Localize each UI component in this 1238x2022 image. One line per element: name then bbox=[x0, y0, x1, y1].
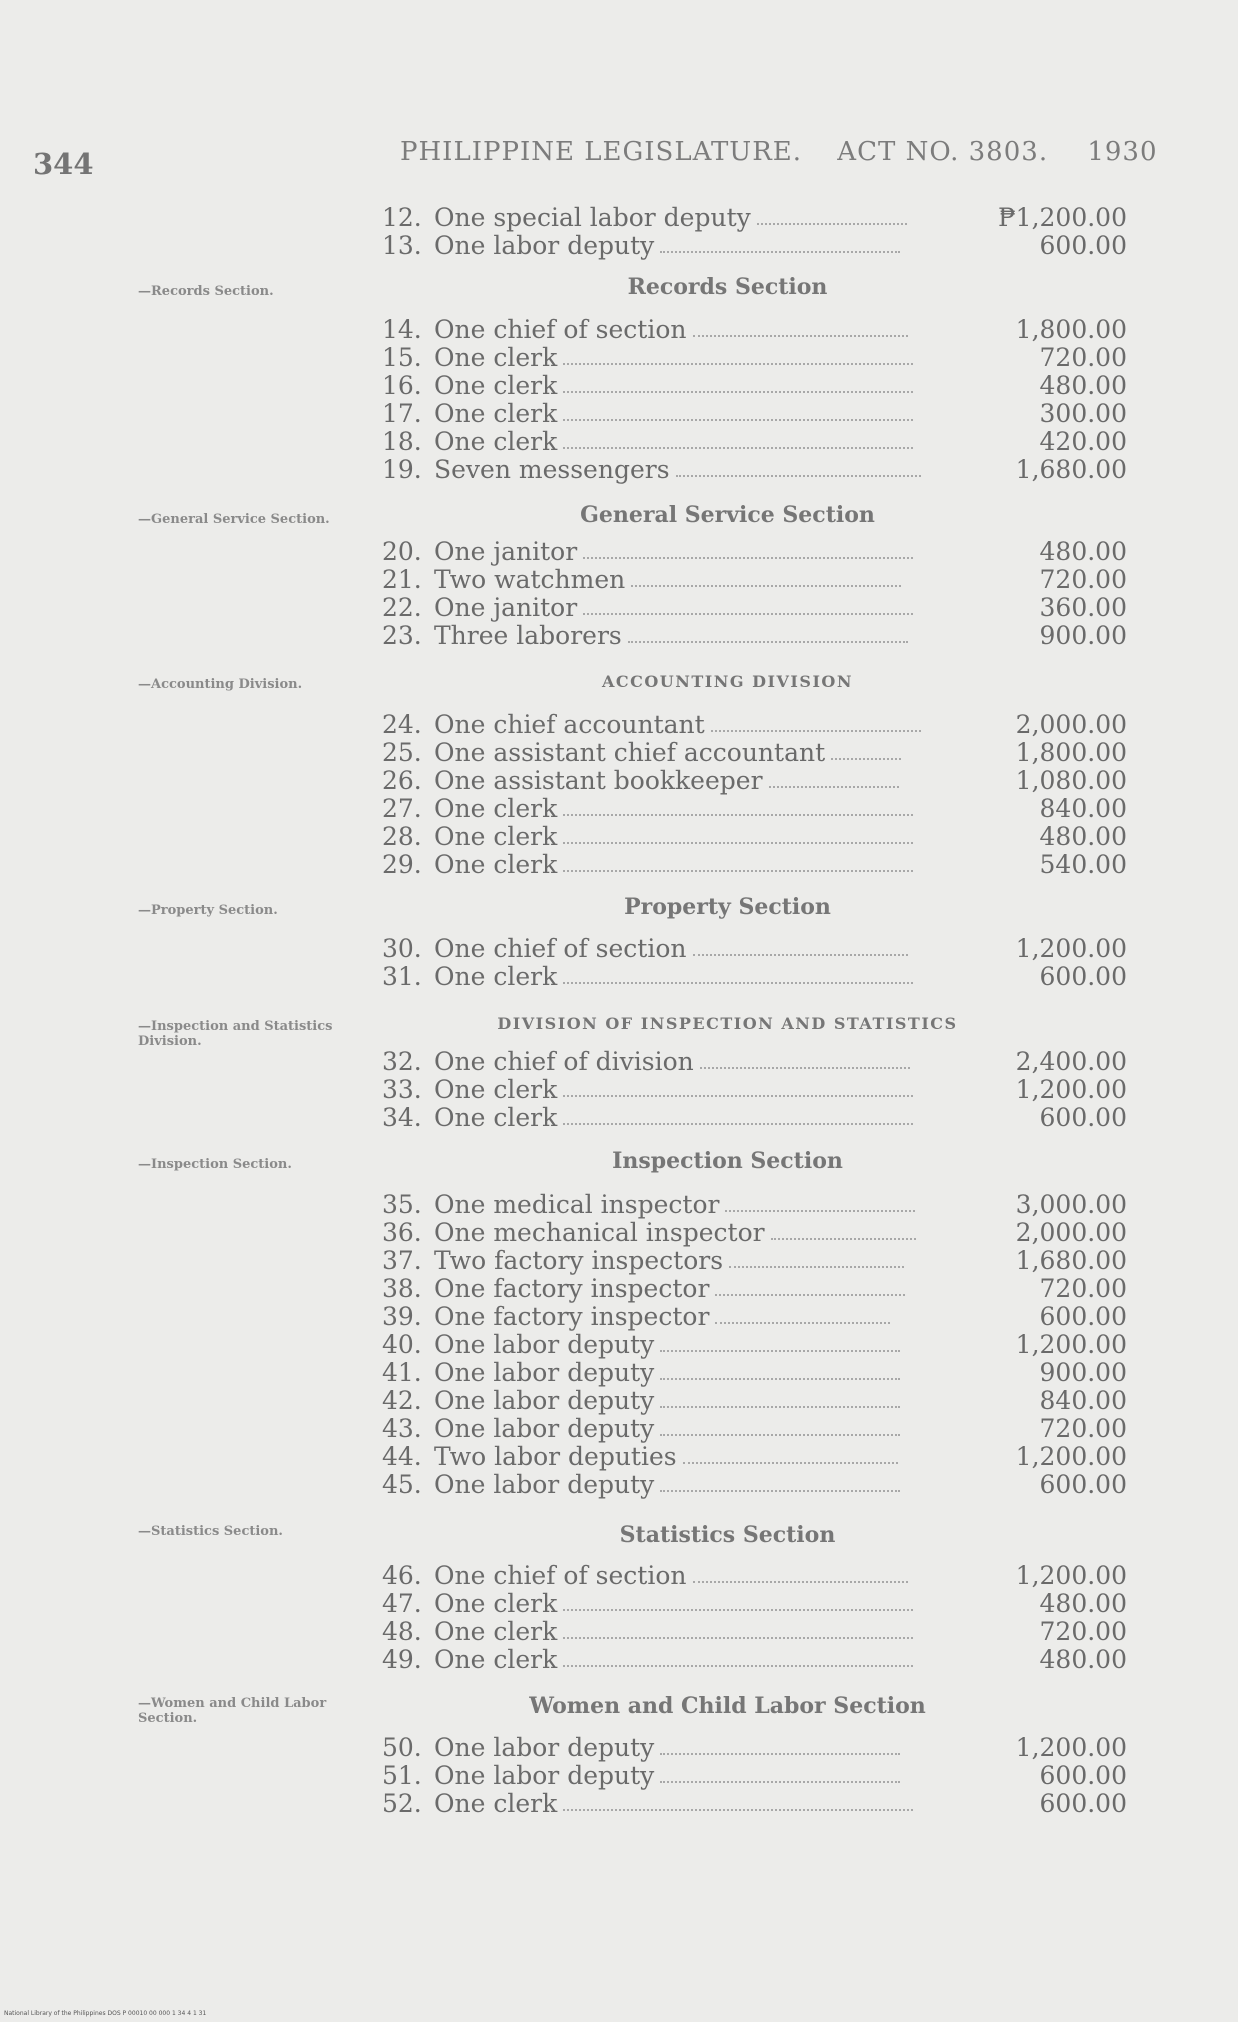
item-description: One clerk bbox=[434, 1103, 558, 1132]
item-description: Two watchmen bbox=[434, 565, 626, 594]
item-amount: 840.00 bbox=[1039, 794, 1127, 823]
margin-note: —Statistics Section. bbox=[138, 1524, 283, 1539]
dot-leader bbox=[693, 334, 908, 337]
list-item bbox=[382, 371, 1127, 399]
dot-leader bbox=[771, 1237, 916, 1240]
list-item bbox=[382, 1761, 1127, 1789]
item-number: 44. bbox=[382, 1442, 422, 1471]
item-amount: 720.00 bbox=[1039, 565, 1127, 594]
dot-leader bbox=[563, 981, 913, 984]
item-description: One clerk bbox=[434, 1645, 558, 1674]
section-heading: Inspection Section bbox=[612, 1148, 843, 1174]
item-amount: 2,000.00 bbox=[1015, 1218, 1127, 1247]
item-description: Two factory inspectors bbox=[434, 1246, 724, 1275]
section-heading: ACCOUNTING DIVISION bbox=[601, 672, 853, 691]
item-amount: 720.00 bbox=[1039, 1414, 1127, 1443]
item-description: One clerk bbox=[434, 371, 558, 400]
item-number: 28. bbox=[382, 822, 422, 851]
dot-leader bbox=[660, 1752, 900, 1755]
item-description: One labor deputy bbox=[434, 1414, 655, 1443]
item-number: 36. bbox=[382, 1218, 422, 1247]
item-number: 51. bbox=[382, 1761, 422, 1790]
item-description: One factory inspector bbox=[434, 1274, 710, 1303]
dot-leader bbox=[711, 729, 921, 732]
item-amount: 480.00 bbox=[1039, 537, 1127, 566]
margin-note: —Property Section. bbox=[138, 903, 278, 918]
item-number: 30. bbox=[382, 934, 422, 963]
item-number: 19. bbox=[382, 455, 422, 484]
item-description: Two labor deputies bbox=[434, 1442, 677, 1471]
item-amount: 1,800.00 bbox=[1015, 315, 1127, 344]
item-number: 48. bbox=[382, 1617, 422, 1646]
item-amount: ₱1,200.00 bbox=[998, 203, 1127, 232]
dot-leader bbox=[563, 1636, 913, 1639]
list-item bbox=[382, 1274, 1127, 1302]
running-head-title: PHILIPPINE LEGISLATURE. bbox=[400, 137, 803, 167]
item-description: One chief accountant bbox=[434, 710, 705, 739]
item-number: 15. bbox=[382, 343, 422, 372]
dot-leader bbox=[563, 841, 913, 844]
item-number: 43. bbox=[382, 1414, 422, 1443]
list-item bbox=[382, 537, 1127, 565]
item-number: 35. bbox=[382, 1190, 422, 1219]
list-item bbox=[382, 1047, 1127, 1075]
item-amount: 1,080.00 bbox=[1015, 766, 1127, 795]
item-number: 18. bbox=[382, 427, 422, 456]
item-amount: 3,000.00 bbox=[1015, 1190, 1127, 1219]
item-number: 38. bbox=[382, 1274, 422, 1303]
item-number: 37. bbox=[382, 1246, 422, 1275]
item-description: One clerk bbox=[434, 850, 558, 879]
item-description: One labor deputy bbox=[434, 1358, 655, 1387]
list-item bbox=[382, 1358, 1127, 1386]
item-description: One chief of section bbox=[434, 315, 687, 344]
item-amount: 600.00 bbox=[1039, 1302, 1127, 1331]
item-number: 52. bbox=[382, 1789, 422, 1818]
dot-leader bbox=[563, 390, 913, 393]
dot-leader bbox=[660, 1780, 900, 1783]
dot-leader bbox=[715, 1321, 890, 1324]
item-amount: 480.00 bbox=[1039, 371, 1127, 400]
dot-leader bbox=[660, 1405, 900, 1408]
item-amount: 600.00 bbox=[1039, 1103, 1127, 1132]
dot-leader bbox=[563, 1608, 913, 1611]
item-number: 40. bbox=[382, 1330, 422, 1359]
list-item bbox=[382, 1075, 1127, 1103]
item-number: 22. bbox=[382, 593, 422, 622]
dot-leader bbox=[729, 1265, 904, 1268]
item-description: One special labor deputy bbox=[434, 203, 751, 232]
section-heading: Women and Child Labor Section bbox=[529, 1693, 926, 1719]
item-amount: 480.00 bbox=[1039, 1589, 1127, 1618]
item-number: 34. bbox=[382, 1103, 422, 1132]
dot-leader bbox=[660, 1489, 900, 1492]
item-amount: 840.00 bbox=[1039, 1386, 1127, 1415]
list-item bbox=[382, 231, 1127, 259]
item-number: 16. bbox=[382, 371, 422, 400]
item-description: One labor deputy bbox=[434, 1761, 655, 1790]
dot-leader bbox=[660, 250, 900, 253]
list-item bbox=[382, 399, 1127, 427]
item-amount: 720.00 bbox=[1039, 1617, 1127, 1646]
item-description: One mechanical inspector bbox=[434, 1218, 765, 1247]
running-head bbox=[400, 137, 1158, 167]
item-amount: 600.00 bbox=[1039, 1470, 1127, 1499]
dot-leader bbox=[563, 362, 913, 365]
item-description: One labor deputy bbox=[434, 1733, 655, 1762]
list-item bbox=[382, 962, 1127, 990]
item-number: 29. bbox=[382, 850, 422, 879]
item-description: One chief of division bbox=[434, 1047, 694, 1076]
dot-leader bbox=[563, 813, 913, 816]
item-description: One clerk bbox=[434, 822, 558, 851]
item-number: 26. bbox=[382, 766, 422, 795]
item-amount: 1,200.00 bbox=[1015, 1442, 1127, 1471]
item-description: One clerk bbox=[434, 1789, 558, 1818]
item-amount: 1,680.00 bbox=[1015, 455, 1127, 484]
list-item bbox=[382, 1218, 1127, 1246]
item-description: One clerk bbox=[434, 1075, 558, 1104]
dot-leader bbox=[676, 474, 921, 477]
list-item bbox=[382, 794, 1127, 822]
item-number: 20. bbox=[382, 537, 422, 566]
list-item bbox=[382, 1561, 1127, 1589]
item-description: One clerk bbox=[434, 343, 558, 372]
list-item bbox=[382, 455, 1127, 483]
item-number: 45. bbox=[382, 1470, 422, 1499]
item-description: One medical inspector bbox=[434, 1190, 720, 1219]
item-number: 23. bbox=[382, 621, 422, 650]
dot-leader bbox=[693, 1580, 908, 1583]
item-description: Three laborers bbox=[434, 621, 622, 650]
list-item bbox=[382, 1190, 1127, 1218]
section-heading: Records Section bbox=[627, 274, 828, 300]
list-item bbox=[382, 427, 1127, 455]
item-number: 32. bbox=[382, 1047, 422, 1076]
item-amount: 600.00 bbox=[1039, 231, 1127, 260]
list-item bbox=[382, 593, 1127, 621]
item-description: One labor deputy bbox=[434, 1470, 655, 1499]
section-heading: DIVISION OF INSPECTION AND STATISTICS bbox=[497, 1014, 958, 1033]
dot-leader bbox=[583, 612, 913, 615]
item-amount: 1,200.00 bbox=[1015, 1330, 1127, 1359]
item-number: 47. bbox=[382, 1589, 422, 1618]
item-number: 46. bbox=[382, 1561, 422, 1590]
list-item bbox=[382, 565, 1127, 593]
item-description: One chief of section bbox=[434, 1561, 687, 1590]
scan-footer: National Library of the Philippines DOS P 00010 00 000 1 34 4 1 31 bbox=[4, 2010, 207, 2017]
dot-leader bbox=[563, 1122, 913, 1125]
margin-note: —Inspection and Statistics Division. bbox=[138, 1019, 333, 1049]
list-item bbox=[382, 738, 1127, 766]
dot-leader bbox=[583, 556, 913, 559]
item-description: One chief of section bbox=[434, 934, 687, 963]
item-description: One labor deputy bbox=[434, 1386, 655, 1415]
list-item bbox=[382, 315, 1127, 343]
item-amount: 1,680.00 bbox=[1015, 1246, 1127, 1275]
list-item bbox=[382, 1302, 1127, 1330]
item-number: 13. bbox=[382, 231, 422, 260]
item-description: One assistant bookkeeper bbox=[434, 766, 763, 795]
dot-leader bbox=[725, 1209, 915, 1212]
item-description: One clerk bbox=[434, 399, 558, 428]
item-number: 49. bbox=[382, 1645, 422, 1674]
item-description: Seven messengers bbox=[434, 455, 670, 484]
dot-leader bbox=[660, 1349, 900, 1352]
item-description: One clerk bbox=[434, 962, 558, 991]
item-description: One clerk bbox=[434, 427, 558, 456]
item-amount: 1,200.00 bbox=[1015, 1561, 1127, 1590]
item-amount: 900.00 bbox=[1039, 621, 1127, 650]
dot-leader bbox=[563, 1664, 913, 1667]
dot-leader bbox=[563, 446, 913, 449]
margin-note: —Inspection Section. bbox=[138, 1157, 292, 1172]
item-amount: 420.00 bbox=[1039, 427, 1127, 456]
item-amount: 900.00 bbox=[1039, 1358, 1127, 1387]
item-description: One labor deputy bbox=[434, 231, 655, 260]
item-number: 50. bbox=[382, 1733, 422, 1762]
dot-leader bbox=[683, 1461, 898, 1464]
item-amount: 480.00 bbox=[1039, 822, 1127, 851]
list-item bbox=[382, 766, 1127, 794]
list-item bbox=[382, 1470, 1127, 1498]
item-number: 41. bbox=[382, 1358, 422, 1387]
item-number: 39. bbox=[382, 1302, 422, 1331]
item-description: One janitor bbox=[434, 593, 578, 622]
list-item bbox=[382, 1442, 1127, 1470]
dot-leader bbox=[563, 1094, 913, 1097]
item-amount: 720.00 bbox=[1039, 1274, 1127, 1303]
dot-leader bbox=[660, 1433, 900, 1436]
item-amount: 1,800.00 bbox=[1015, 738, 1127, 767]
item-number: 42. bbox=[382, 1386, 422, 1415]
item-description: One clerk bbox=[434, 1589, 558, 1618]
item-number: 21. bbox=[382, 565, 422, 594]
item-amount: 480.00 bbox=[1039, 1645, 1127, 1674]
running-head-year: 1930 bbox=[1087, 137, 1158, 167]
item-number: 12. bbox=[382, 203, 422, 232]
dot-leader bbox=[563, 869, 913, 872]
item-number: 14. bbox=[382, 315, 422, 344]
item-amount: 600.00 bbox=[1039, 962, 1127, 991]
item-amount: 2,400.00 bbox=[1015, 1047, 1127, 1076]
item-amount: 720.00 bbox=[1039, 343, 1127, 372]
list-item bbox=[382, 850, 1127, 878]
item-amount: 1,200.00 bbox=[1015, 1733, 1127, 1762]
margin-note: —Accounting Division. bbox=[138, 677, 303, 692]
section-heading: General Service Section bbox=[580, 502, 875, 528]
running-head-act: ACT NO. 3803. bbox=[837, 137, 1049, 167]
page-number: 344 bbox=[33, 147, 94, 181]
item-number: 17. bbox=[382, 399, 422, 428]
dot-leader bbox=[715, 1293, 905, 1296]
list-item bbox=[382, 1617, 1127, 1645]
list-item bbox=[382, 1645, 1127, 1673]
item-amount: 1,200.00 bbox=[1015, 1075, 1127, 1104]
list-item bbox=[382, 822, 1127, 850]
list-item bbox=[382, 1103, 1127, 1131]
item-amount: 300.00 bbox=[1039, 399, 1127, 428]
dot-leader bbox=[693, 953, 908, 956]
item-amount: 540.00 bbox=[1039, 850, 1127, 879]
dot-leader bbox=[757, 222, 907, 225]
list-item bbox=[382, 203, 1127, 231]
item-number: 33. bbox=[382, 1075, 422, 1104]
list-item bbox=[382, 1589, 1127, 1617]
item-description: One assistant chief accountant bbox=[434, 738, 826, 767]
list-item bbox=[382, 621, 1127, 649]
dot-leader bbox=[563, 418, 913, 421]
item-description: One labor deputy bbox=[434, 1330, 655, 1359]
item-description: One clerk bbox=[434, 1617, 558, 1646]
margin-note: —Women and Child Labor Section. bbox=[138, 1696, 327, 1726]
list-item bbox=[382, 1733, 1127, 1761]
dot-leader bbox=[831, 757, 901, 760]
item-number: 31. bbox=[382, 962, 422, 991]
item-amount: 1,200.00 bbox=[1015, 934, 1127, 963]
item-description: One factory inspector bbox=[434, 1302, 710, 1331]
list-item bbox=[382, 1414, 1127, 1442]
dot-leader bbox=[628, 640, 908, 643]
dot-leader bbox=[700, 1066, 910, 1069]
dot-leader bbox=[563, 1808, 913, 1811]
item-description: One clerk bbox=[434, 794, 558, 823]
item-amount: 2,000.00 bbox=[1015, 710, 1127, 739]
item-number: 27. bbox=[382, 794, 422, 823]
margin-note: —Records Section. bbox=[138, 284, 274, 299]
list-item bbox=[382, 934, 1127, 962]
section-heading: Statistics Section bbox=[619, 1522, 836, 1548]
item-amount: 600.00 bbox=[1039, 1789, 1127, 1818]
item-amount: 600.00 bbox=[1039, 1761, 1127, 1790]
item-number: 24. bbox=[382, 710, 422, 739]
list-item bbox=[382, 1789, 1127, 1817]
list-item bbox=[382, 1330, 1127, 1358]
margin-note: —General Service Section. bbox=[138, 512, 330, 527]
dot-leader bbox=[660, 1377, 900, 1380]
dot-leader bbox=[631, 584, 901, 587]
item-amount: 360.00 bbox=[1039, 593, 1127, 622]
dot-leader bbox=[769, 785, 899, 788]
item-number: 25. bbox=[382, 738, 422, 767]
list-item bbox=[382, 1246, 1127, 1274]
section-heading: Property Section bbox=[624, 894, 831, 920]
list-item bbox=[382, 1386, 1127, 1414]
list-item bbox=[382, 710, 1127, 738]
item-description: One janitor bbox=[434, 537, 578, 566]
list-item bbox=[382, 343, 1127, 371]
